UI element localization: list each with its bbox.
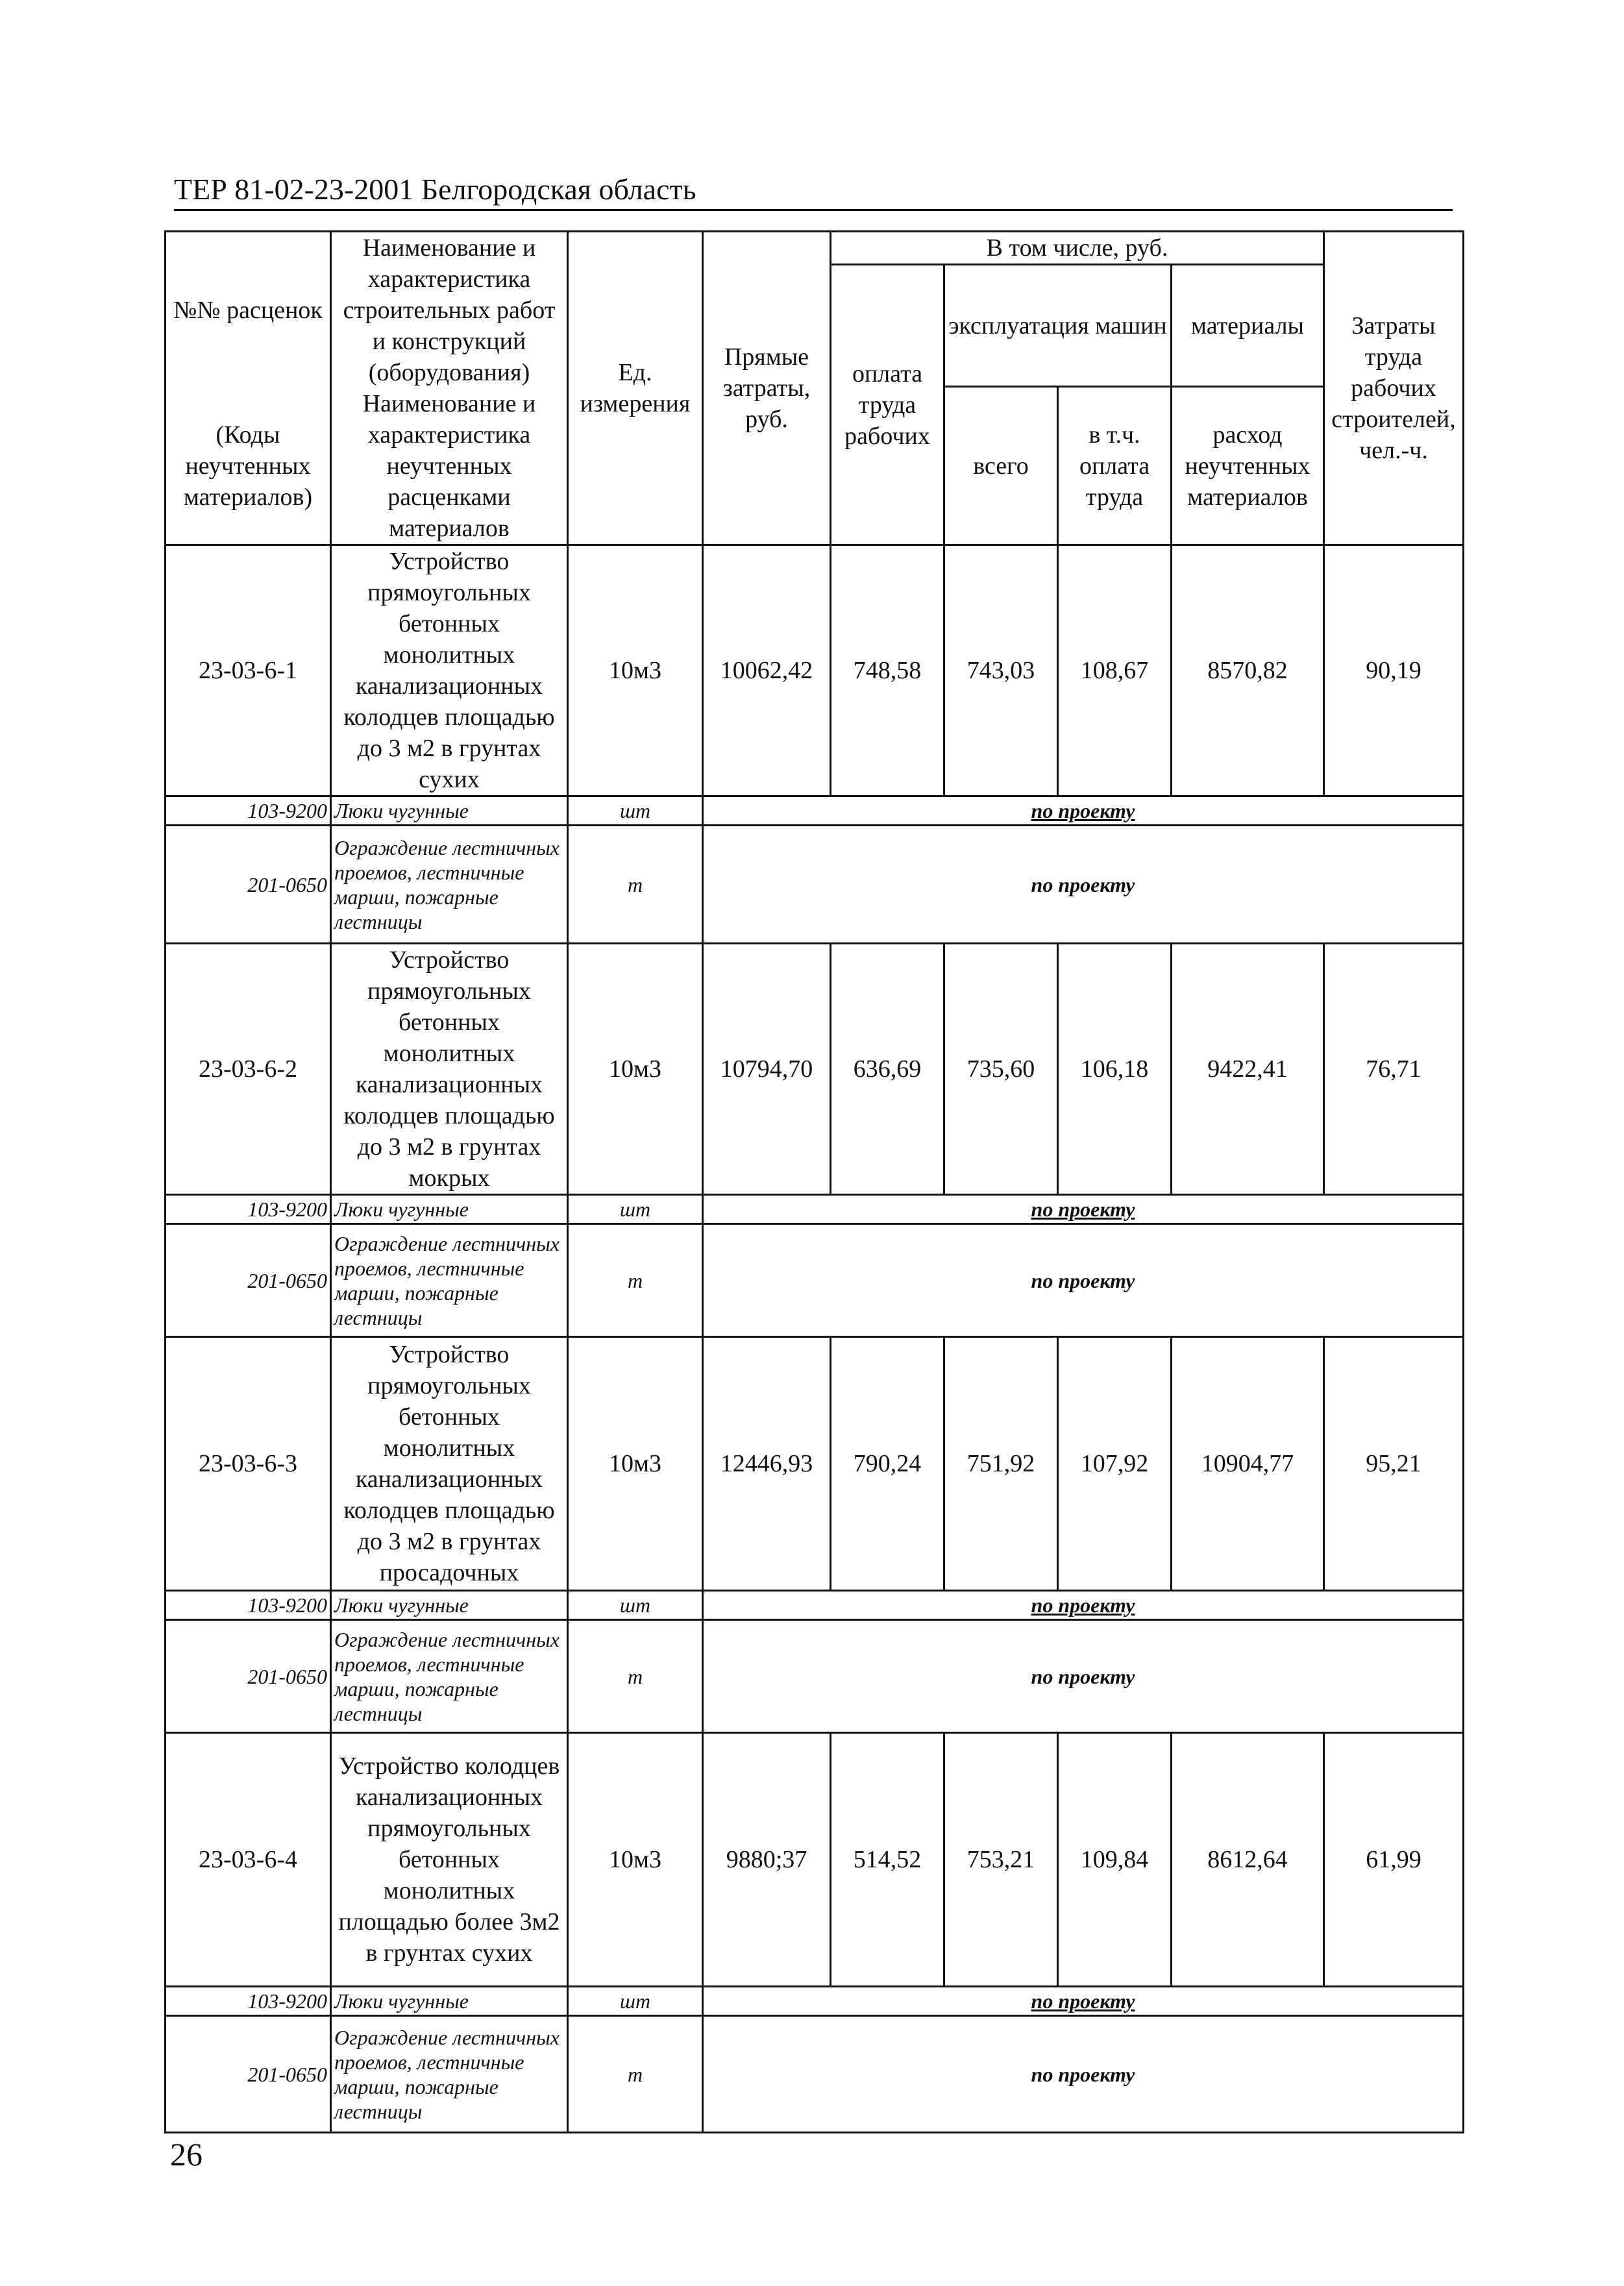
material-row: 201-0650 Ограждение лестничных проемов, лестничные марши, пожарные лестницы т по проекту [166, 2016, 1464, 2133]
header-direct-costs: Прямые затраты, руб. [703, 232, 831, 545]
header-rate-no: №№ расценок [166, 232, 331, 389]
page-number: 26 [170, 2136, 203, 2172]
header-including: В том числе, руб. [831, 232, 1324, 265]
header-mat-usage: расход неучтенных материалов [1172, 387, 1324, 545]
rates-table [164, 230, 1464, 2133]
header-mat-name: Наименование и характеристика неучтенных расценками материалов [331, 388, 568, 545]
header-codes: (Коды неучтенных материалов) [166, 388, 331, 545]
material-row: 201-0650 Ограждение лестничных проемов, лестничные марши, пожарные лестницы т по проекту [166, 1224, 1464, 1337]
header-unit: Ед. измерения [568, 232, 703, 545]
material-row: 103-9200 Люки чугунные шт по проекту [166, 1987, 1464, 2016]
header-machines-total: всего [944, 387, 1058, 545]
material-row: 103-9200 Люки чугунные шт по проекту [166, 1195, 1464, 1224]
header-labor-cost: Затраты труда рабочих строителей, чел.-ч. [1324, 232, 1464, 545]
table-row: 23-03-6-4 Устройство колодцев канализационных прямоугольных бетонных монолитных площадью более 3м2 в грунтах сухих 10м3 9880;37 514,52 753,21 109,84 8612,64 61,99 [166, 1733, 1464, 1987]
header-machines: эксплуатация машин [944, 265, 1172, 387]
material-row: 201-0650 Ограждение лестничных проемов, лестничные марши, пожарные лестницы т по проекту [166, 1620, 1464, 1733]
material-row: 103-9200 Люки чугунные шт по проекту [166, 796, 1464, 826]
header-machines-labor: в т.ч. оплата труда [1058, 387, 1172, 545]
table-row: 23-03-6-3 Устройство прямоугольных бетонных монолитных канализационных колодцев площадью до 3 м2 в грунтах просадочных 10м3 12446,93 790,24 751,92 107,92 10904,77 95,21 [166, 1337, 1464, 1591]
table-row: 23-03-6-1 Устройство прямоугольных бетонных монолитных канализационных колодцев площадью до 3 м2 в грунтах сухих 10м3 10062,42 748,58 743,03 108,67 8570,82 90,19 [166, 545, 1464, 796]
material-row: 201-0650 Ограждение лестничных проемов, лестничные марши, пожарные лестницы т по проекту [166, 826, 1464, 944]
header-name: Наименование и характеристика строительных работ и конструкций (оборудования) [331, 232, 568, 389]
table-row: 23-03-6-2 Устройство прямоугольных бетонных монолитных канализационных колодцев площадью до 3 м2 в грунтах мокрых 10м3 10794,70 636,69 735,60 106,18 9422,41 76,71 [166, 944, 1464, 1195]
material-row: 103-9200 Люки чугунные шт по проекту [166, 1591, 1464, 1620]
table-header-row-1 [166, 232, 1464, 265]
header-labor-pay: оплата труда рабочих [831, 265, 944, 545]
header-materials: материалы [1172, 265, 1324, 387]
page-header: ТЕР 81-02-23-2001 Белгородская область [174, 170, 1453, 211]
